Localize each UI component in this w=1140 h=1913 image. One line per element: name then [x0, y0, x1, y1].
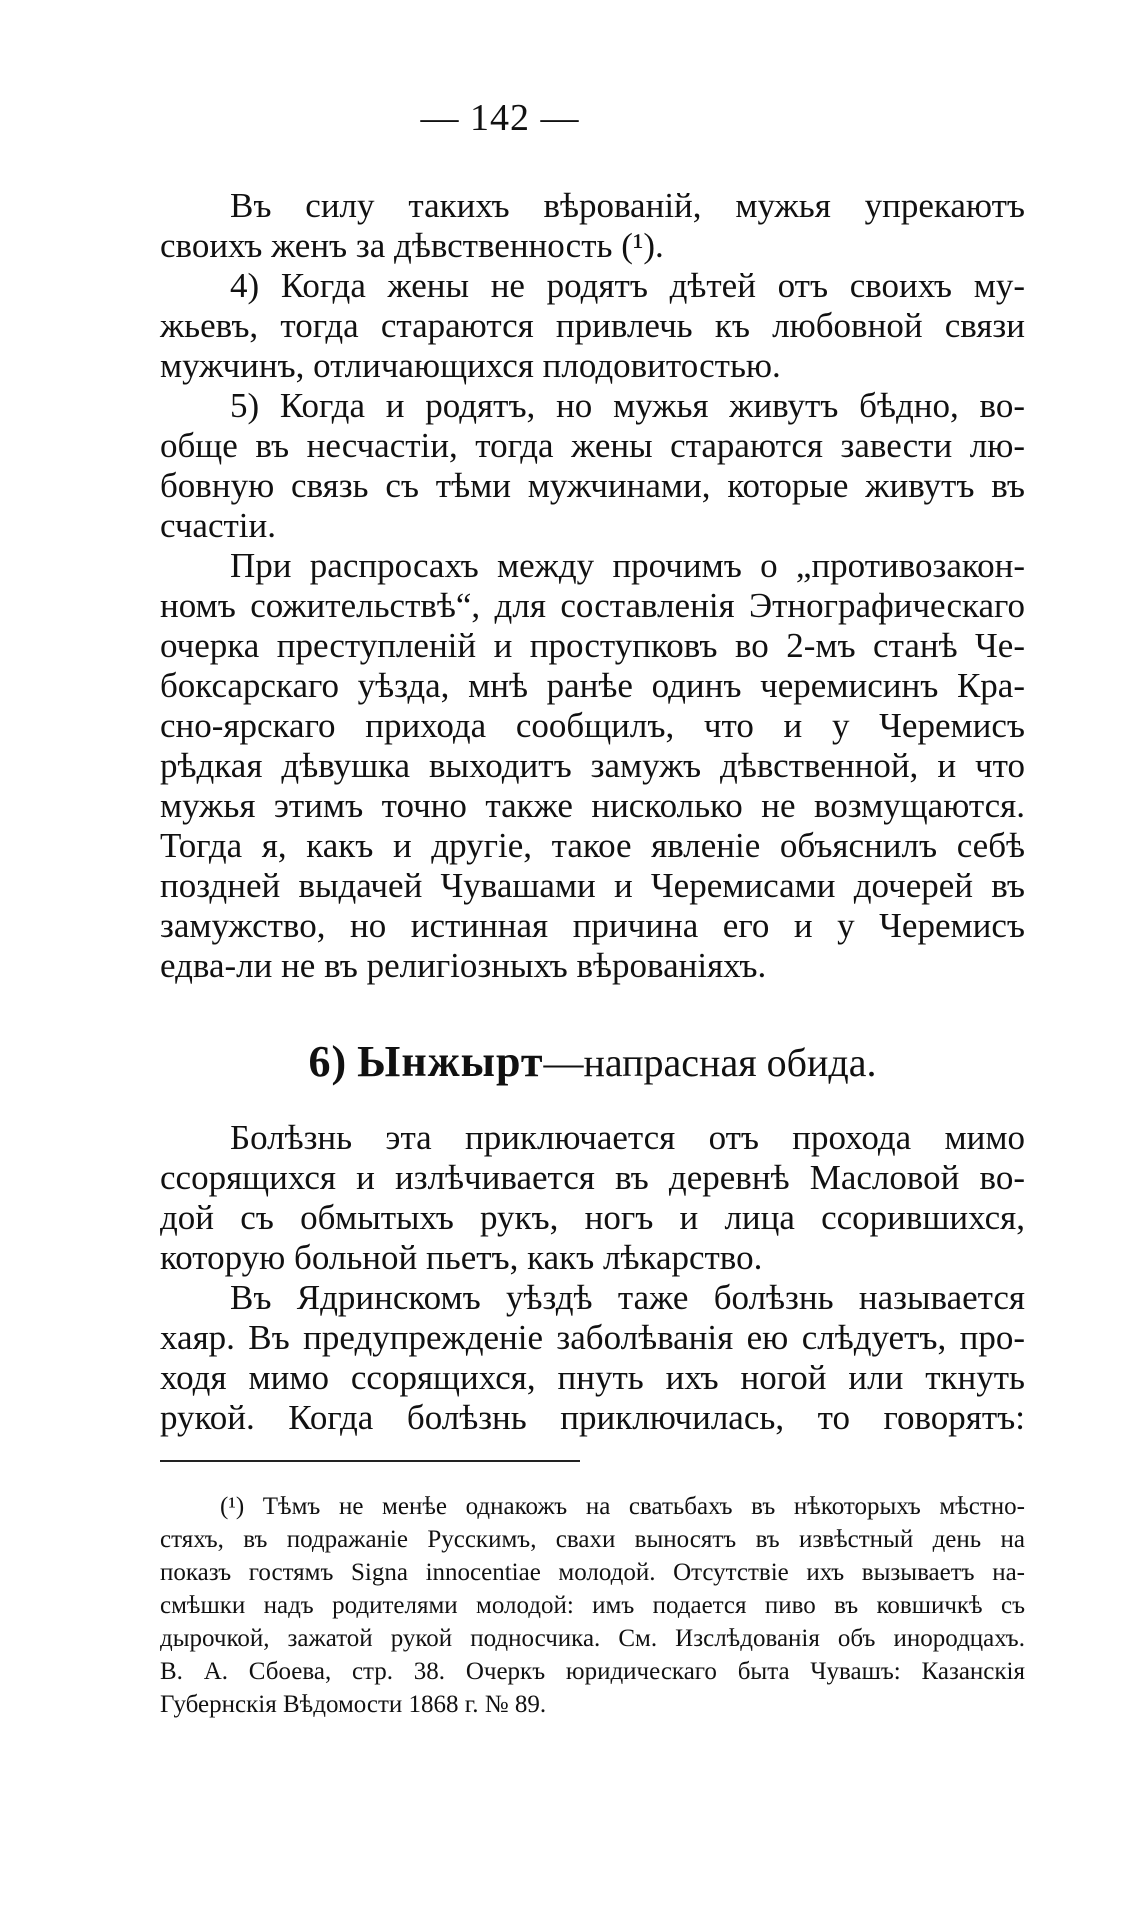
- footnote-line: показъ гостямъ Signa innocentiae молодой. Отсутствіе ихъ вызываетъ на-: [160, 1559, 1025, 1586]
- text-line: поздней выдачей Чувашами и Черемисами дочерей въ: [160, 866, 1025, 905]
- footnote-line: (¹) Тѣмъ не менѣе однакожъ на сватьбахъ въ нѣкоторыхъ мѣстно-: [220, 1493, 1025, 1520]
- text-line: дой съ обмытыхъ рукъ, ногъ и лица ссорившихся,: [160, 1198, 1025, 1237]
- text-line: Въ Ядринскомъ уѣздѣ таже болѣзнь называется: [230, 1278, 1025, 1317]
- text-line: Болѣзнь эта приключается отъ прохода мимо: [230, 1118, 1025, 1157]
- text-line: При распросахъ между прочимъ о „противозакон-: [230, 546, 1025, 585]
- text-line: жьевъ, тогда стараются привлечь къ любовной связи: [160, 306, 1025, 345]
- body-text-lower: [160, 1118, 1025, 1438]
- text-line: Тогда я, какъ и другіе, такое явленіе объяснилъ себѣ: [160, 826, 1025, 865]
- footnote-line: стяхъ, въ подражаніе Русскимъ, свахи выносятъ въ извѣстный день на: [160, 1526, 1025, 1553]
- footnote-line: дырочкой, зажатой рукой подносчика. См. Изслѣдованія объ инородцахъ.: [160, 1625, 1025, 1652]
- text-line: замужство, но истинная причина его и у Черемисъ: [160, 906, 1025, 945]
- text-line: сно-ярскаго прихода сообщилъ, что и у Черемисъ: [160, 706, 1025, 745]
- text-line: рѣдкая дѣвушка выходитъ замужъ дѣвственной, и что: [160, 746, 1025, 785]
- text-line: своихъ женъ за дѣвственность (¹).: [160, 226, 664, 265]
- footnote-line: Губернскія Вѣдомости 1868 г. № 89.: [160, 1691, 547, 1718]
- text-line: 5) Когда и родятъ, но мужья живутъ бѣдно, во-: [230, 386, 1025, 425]
- text-line: мужчинъ, отличающихся плодовитостью.: [160, 346, 781, 385]
- footnote-separator-rule: [160, 1460, 580, 1462]
- text-line: хаяр. Въ предупрежденіе заболѣванія ею слѣдуетъ, про-: [160, 1318, 1025, 1357]
- text-line: 4) Когда жены не родятъ дѣтей отъ своихъ му-: [230, 266, 1025, 305]
- section-heading-rest: —напрасная обида.: [543, 1040, 877, 1085]
- footnote-line: смѣшки надъ родителями молодой: имъ подается пиво въ ковшичкѣ съ: [160, 1592, 1025, 1619]
- text-line: номъ сожительствѣ“, для составленія Этнографическаго: [160, 586, 1025, 625]
- text-line: Въ силу такихъ вѣрованій, мужья упрекаютъ: [230, 186, 1025, 225]
- text-line: которую больной пьетъ, какъ лѣкарство.: [160, 1238, 763, 1277]
- text-line: ходя мимо ссорящихся, пнуть ихъ ногой или ткнуть: [160, 1358, 1025, 1397]
- text-line: рукой. Когда болѣзнь приключилась, то говорятъ:: [160, 1398, 1025, 1437]
- text-line: счастіи.: [160, 506, 277, 545]
- section-heading-number: 6): [308, 1037, 348, 1086]
- text-line: ссорящихся и излѣчивается въ деревнѣ Масловой во-: [160, 1158, 1025, 1197]
- footnote-line: В. А. Сбоева, стр. 38. Очеркъ юридическаго быта Чувашъ: Казанскія: [160, 1658, 1025, 1685]
- text-line: обще въ несчастіи, тогда жены стараются завести лю-: [160, 426, 1025, 465]
- footnote: [160, 1490, 1025, 1721]
- text-line: очерка преступленій и проступковъ во 2-мъ станѣ Че-: [160, 626, 1025, 665]
- page-number: — 142 —: [420, 97, 580, 139]
- section-heading: [160, 1038, 1025, 1087]
- body-text-upper: [160, 186, 1025, 986]
- text-line: бовную связь съ тѣми мужчинами, которые живутъ въ: [160, 466, 1025, 505]
- text-line: едва-ли не въ религіозныхъ вѣрованіяхъ.: [160, 946, 767, 985]
- text-line: боксарскаго уѣзда, мнѣ ранѣе одинъ черемисинъ Кра-: [160, 666, 1025, 705]
- text-line: мужья этимъ точно также нисколько не возмущаются.: [160, 786, 1025, 825]
- section-heading-word: Ынжырт: [357, 1037, 544, 1086]
